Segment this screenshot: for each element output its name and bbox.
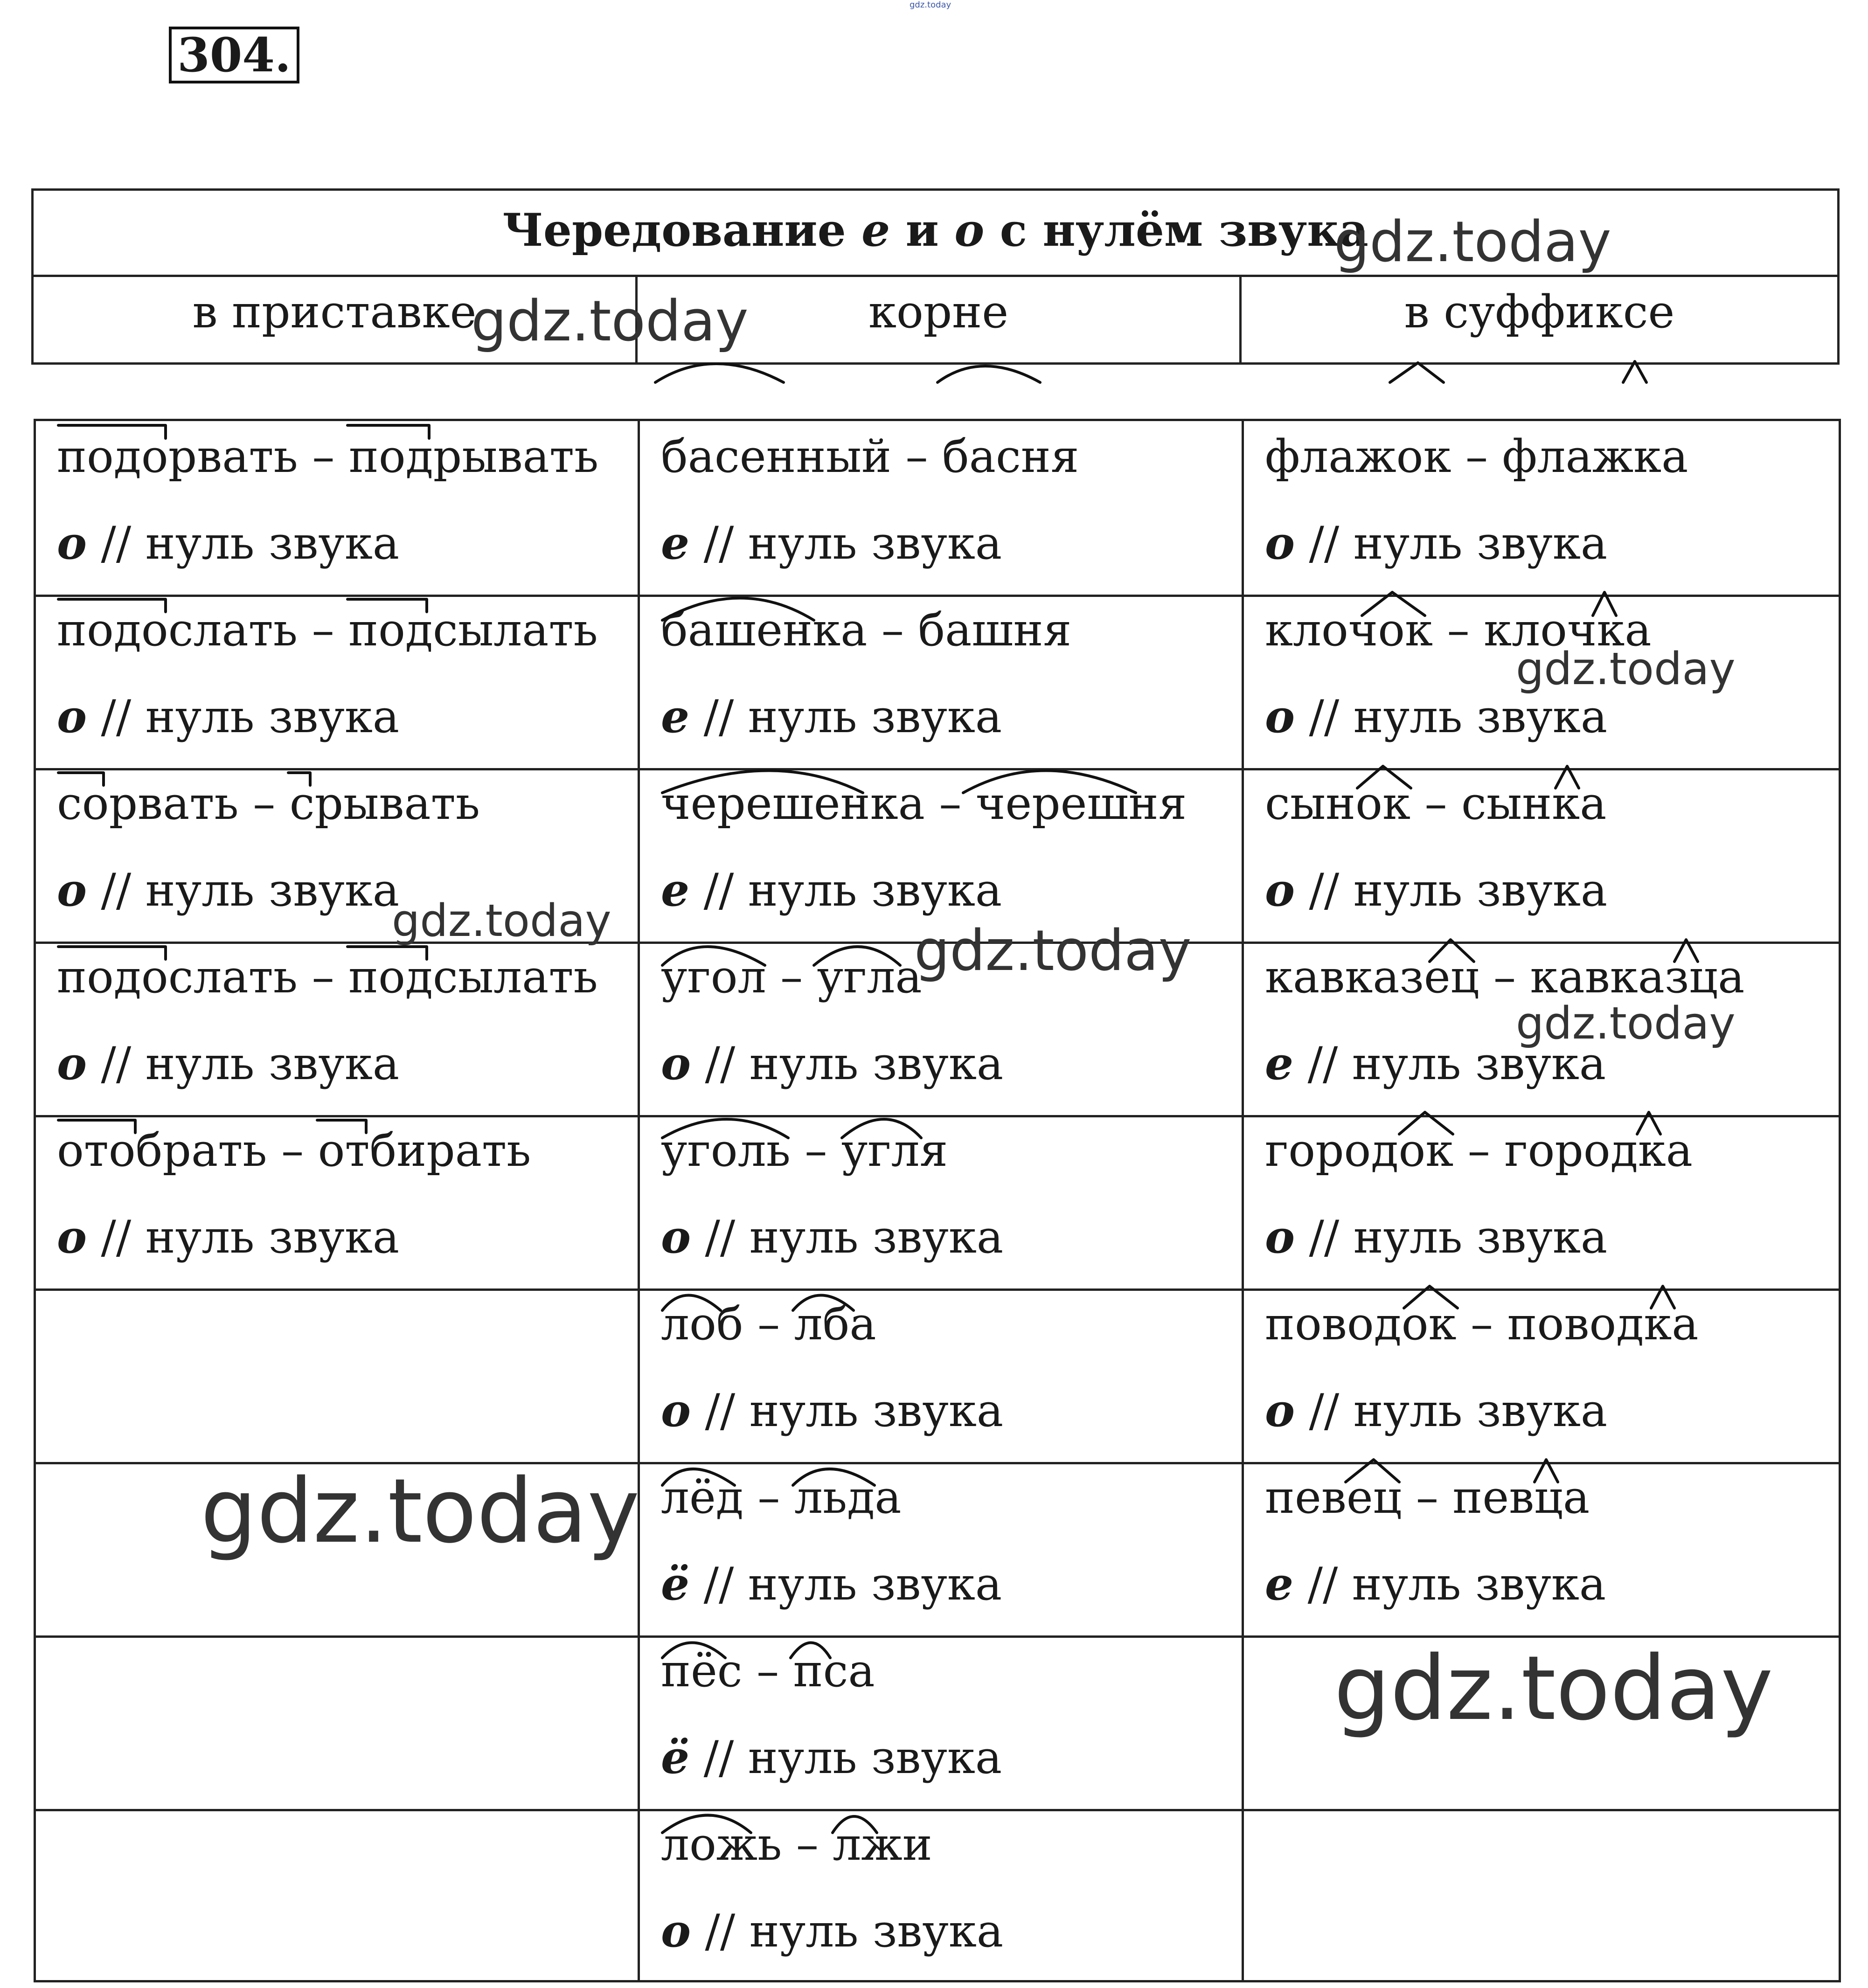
watermark: gdz.today [914, 919, 1192, 984]
alternation-note [661, 690, 1002, 743]
watermark: gdz.today [392, 895, 611, 947]
vowel-letter: о [661, 1905, 691, 1957]
table-cell-root [640, 595, 1242, 768]
alternation-rest: // нуль звука [87, 517, 400, 569]
table-cell-root [640, 1115, 1242, 1288]
alternation-note [661, 1731, 1002, 1784]
alternation-rest: // нуль звука [87, 1211, 400, 1263]
alternation-note [661, 517, 1002, 569]
vowel-letter: о [57, 517, 87, 569]
word-pair: уголь – угля [661, 1124, 948, 1177]
vowel-letter: ё [661, 1558, 690, 1610]
vowel-letter: о [1265, 517, 1295, 569]
alternation-note [661, 1384, 1003, 1437]
vowel-letter: о [57, 1211, 87, 1263]
table-cell-suffix [1244, 1288, 1846, 1462]
alternation-rest: // нуль звука [1295, 1211, 1608, 1263]
alternation-rest: // нуль звука [689, 691, 1002, 743]
word-pair: басенный – басня [661, 430, 1079, 483]
title-letter-o: о [954, 204, 985, 256]
word-pair: подорвать – подрывать [57, 430, 599, 483]
alternation-rest: // нуль звука [87, 864, 400, 916]
alternation-note [661, 1905, 1003, 1957]
alternation-note [57, 690, 399, 743]
watermark: gdz.today [1516, 644, 1736, 695]
vowel-letter: е [661, 864, 690, 916]
header-col-suffix: в суффиксе [1404, 286, 1675, 338]
word-pair: черешенка – черешня [661, 777, 1187, 830]
table-cell-root [640, 1809, 1242, 1982]
alternation-note [1265, 517, 1607, 569]
vowel-letter: о [1265, 1384, 1295, 1437]
alternation-note [57, 1037, 399, 1090]
table-cell-root [640, 1288, 1242, 1462]
alternation-note [57, 517, 399, 569]
table-cell-root [640, 1462, 1242, 1635]
word-pair: клочок – клочка [1265, 604, 1652, 656]
alternation-note [661, 1558, 1002, 1610]
vowel-letter: о [661, 1211, 691, 1263]
header-col-root: корне [638, 277, 1242, 362]
word-pair: городок – городка [1265, 1124, 1693, 1177]
alternation-rest: // нуль звука [87, 1038, 400, 1090]
word-pair: пёс – пса [661, 1645, 875, 1697]
alternation-rest: // нуль звука [87, 691, 400, 743]
vowel-letter: о [1265, 690, 1295, 743]
word-pair: подослать – подсылать [57, 604, 598, 656]
title-letter-e: е [861, 204, 890, 256]
alternation-rest: // нуль звука [1293, 1038, 1606, 1090]
alternation-note [661, 864, 1002, 916]
alternation-rest: // нуль звука [1293, 1558, 1606, 1610]
alternation-rest: // нуль звука [691, 1905, 1004, 1957]
vowel-letter: ё [661, 1731, 690, 1784]
watermark: gdz.today [1334, 210, 1611, 275]
word-pair: лоб – лба [661, 1298, 876, 1350]
watermark: gdz.today [1516, 998, 1736, 1049]
table-cell-prefix [36, 942, 638, 1115]
vowel-letter: о [57, 690, 87, 743]
vowel-letter: о [57, 864, 87, 916]
alternation-rest: // нуль звука [689, 864, 1002, 916]
table-cell-prefix [36, 1115, 638, 1288]
vowel-letter: о [661, 1384, 691, 1437]
title-part-1: Чередование [502, 204, 862, 256]
word-pair: лёд – льда [661, 1471, 902, 1524]
vowel-letter: е [661, 690, 690, 743]
watermark: gdz.today [201, 1460, 640, 1563]
root-arc-mark [655, 364, 784, 382]
header-columns [34, 277, 1837, 362]
word-pair: поводок – поводка [1265, 1298, 1699, 1350]
alternation-note [661, 1211, 1003, 1263]
table-cell-root [640, 421, 1242, 595]
word-pair: сынок – сынка [1265, 777, 1607, 830]
title-part-2: и [890, 204, 955, 256]
alternation-rest: // нуль звука [1295, 517, 1608, 569]
root-arc-mark [937, 366, 1040, 382]
alternation-note [1265, 1384, 1607, 1437]
alternation-rest: // нуль звука [1295, 864, 1608, 916]
vowel-letter: е [1265, 1037, 1294, 1090]
word-pair: подослать – подсылать [57, 951, 598, 1003]
word-pair: угол – угла [661, 951, 922, 1003]
top-watermark: gdz.today [910, 0, 951, 10]
watermark: gdz.today [1334, 1637, 1773, 1740]
table-cell-prefix [36, 421, 638, 595]
alternation-rest: // нуль звука [689, 517, 1002, 569]
alternation-rest: // нуль звука [1295, 691, 1608, 743]
alternation-rest: // нуль звука [691, 1385, 1004, 1437]
table-cell-suffix [1244, 768, 1846, 942]
alternation-note [1265, 1211, 1607, 1263]
vowel-letter: о [1265, 864, 1295, 916]
word-pair: сорвать – срывать [57, 777, 480, 830]
alternation-rest: // нуль звука [689, 1558, 1002, 1610]
suffix-caret-mark [1390, 363, 1444, 382]
table-cell-suffix [1244, 1115, 1846, 1288]
alternation-note [57, 864, 399, 916]
alternation-note [57, 1211, 399, 1263]
vowel-letter: о [1265, 1211, 1295, 1263]
vowel-letter: е [1265, 1558, 1294, 1610]
vowel-letter: о [661, 1037, 691, 1090]
word-pair: отобрать – отбирать [57, 1124, 531, 1177]
alternation-note [1265, 690, 1607, 743]
header-col-prefix: в приставке [34, 277, 638, 362]
exercise-number: 304. [169, 27, 299, 83]
alternation-rest: // нуль звука [1295, 1385, 1608, 1437]
word-pair: башенка – башня [661, 604, 1072, 656]
table-cell-suffix [1244, 1462, 1846, 1635]
table-cell-root [640, 1635, 1242, 1809]
table-cell-prefix [36, 595, 638, 768]
table-cell-root [640, 768, 1242, 942]
alternation-note [1265, 1558, 1606, 1610]
word-pair: ложь – лжи [661, 1818, 932, 1870]
alternation-rest: // нуль звука [691, 1038, 1004, 1090]
table-cell-suffix [1244, 421, 1846, 595]
word-pair: певец – певца [1265, 1471, 1590, 1524]
word-pair: кавказец – кавказца [1265, 951, 1745, 1003]
title-part-3: с нулём звука [984, 204, 1368, 256]
alternation-note [661, 1037, 1003, 1090]
alternation-rest: // нуль звука [691, 1211, 1004, 1263]
word-pair: флажок – флажка [1265, 430, 1688, 483]
alternation-note [1265, 864, 1607, 916]
vowel-letter: е [661, 517, 690, 569]
watermark: gdz.today [471, 289, 749, 354]
vowel-letter: о [57, 1037, 87, 1090]
alternation-rest: // нуль звука [689, 1732, 1002, 1784]
